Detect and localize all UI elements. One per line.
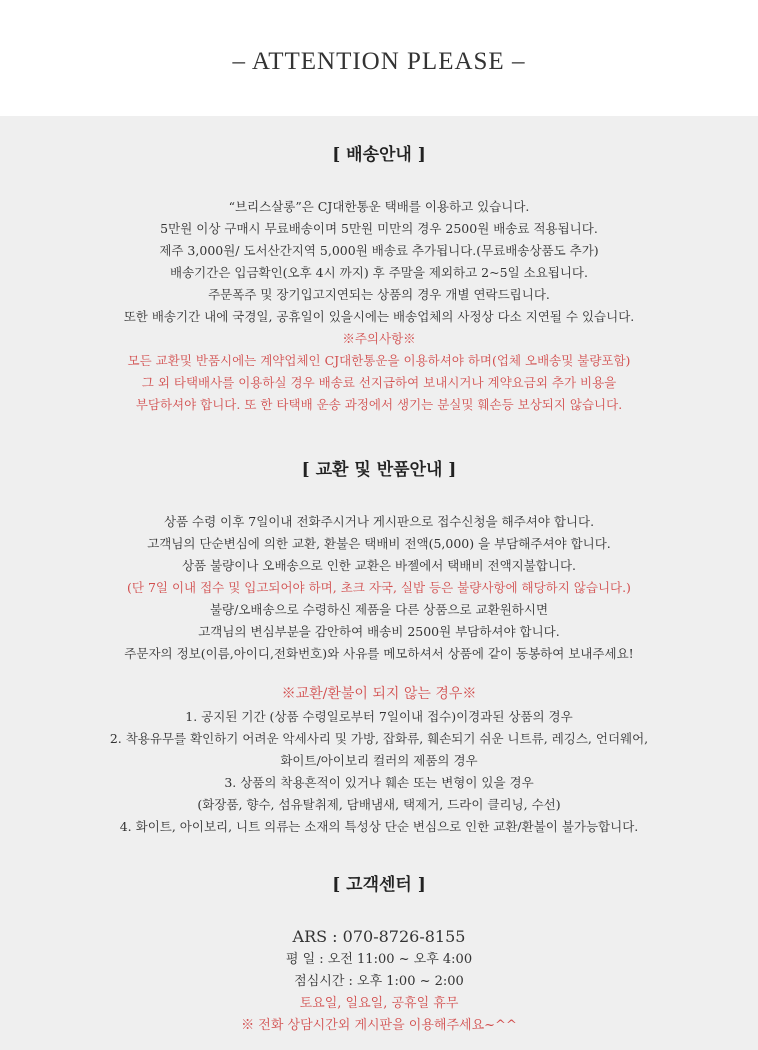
- shipping-line: 제주 3,000원/ 도서산간지역 5,000원 배송료 추가됩니다.(무료배송상품도 추가): [159, 243, 599, 258]
- shipping-line: 또한 배송기간 내에 국경일, 공휴일이 있을시에는 배송업체의 사정상 다소 지연될 수 있습니다.: [123, 309, 635, 324]
- caution-line: 그 외 타택배사를 이용하실 경우 배송료 선지급하여 보내시거나 계약요금외 추가 비용을: [141, 375, 617, 390]
- board-notice: ※ 전화 상담시간외 게시판을 이용해주세요~^^: [241, 1018, 517, 1033]
- lunch-hours: 점심시간 : 오후 1:00 ~ 2:00: [294, 974, 464, 989]
- no-exchange-line: 1. 공지된 기간 (상품 수령일로부터 7일이내 접수)이경과된 상품의 경우: [185, 709, 573, 724]
- no-exchange-line: 3. 상품의 착용흔적이 있거나 훼손 또는 변형이 있을 경우: [224, 775, 534, 790]
- shipping-line: 5만원 이상 구매시 무료배송이며 5만원 미만의 경우 2500원 배송료 적용됩니다.: [160, 221, 598, 236]
- shipping-section: [0, 140, 758, 416]
- exchange-line: 고객님의 단순변심에 의한 교환, 환불은 택배비 전액(5,000) 을 부담해주셔야 합니다.: [147, 536, 611, 551]
- exchange-title: [ 교환 및 반품안내 ]: [301, 460, 457, 480]
- contact-info: [0, 925, 758, 1037]
- page-header: [0, 0, 758, 116]
- shipping-title: [ 배송안내 ]: [332, 145, 426, 165]
- no-exchange-info: [0, 682, 758, 838]
- customer-center-title: [ 고객센터 ]: [332, 875, 426, 895]
- exchange-line: 주문자의 정보(이름,아이디,전화번호)와 사유를 메모하셔서 상품에 같이 동봉하여 보내주세요!: [124, 646, 634, 661]
- weekday-hours: 평 일 : 오전 11:00 ~ 오후 4:00: [285, 952, 473, 967]
- no-exchange-line: (화장품, 향수, 섬유탈취제, 담배냄새, 택제거, 드라이 클리닝, 수선): [197, 797, 561, 812]
- ars-phone: ARS : 070-8726-8155: [292, 927, 466, 946]
- shipping-line: 주문폭주 및 장기입고지연되는 상품의 경우 개별 연락드립니다.: [208, 287, 550, 302]
- exchange-line: 상품 수령 이후 7일이내 전화주시거나 게시판으로 접수신청을 해주셔야 합니다.: [163, 514, 595, 529]
- caution-line: 부담하셔야 합니다. 또 한 타택배 운송 과정에서 생기는 분실및 훼손등 보상되지 않습니다.: [135, 397, 623, 412]
- shipping-line: “브리스살롱”은 CJ대한통운 택배를 이용하고 있습니다.: [228, 199, 530, 214]
- customer-center-section: [0, 870, 758, 1037]
- exchange-info: [0, 511, 758, 665]
- caution-line: 모든 교환및 반품시에는 계약업체인 CJ대한통운을 이용하셔야 하며(업체 오배송및 불량포함): [127, 353, 631, 368]
- holiday-notice: 토요일, 일요일, 공휴일 휴무: [299, 996, 459, 1011]
- no-exchange-line: 화이트/아이보리 컬러의 제품의 경우: [280, 753, 478, 768]
- page-title: – ATTENTION PLEASE –: [232, 48, 526, 75]
- no-exchange-title: ※교환/환불이 되지 않는 경우※: [281, 686, 477, 702]
- exchange-line: 상품 불량이나 오배송으로 인한 교환은 바젤에서 택배비 전액지불합니다.: [181, 558, 577, 573]
- exchange-line: 불량/오배송으로 수령하신 제품을 다른 상품으로 교환원하시면: [209, 602, 549, 617]
- shipping-info: [0, 196, 758, 416]
- no-exchange-line: 2. 착용유무를 확인하기 어려운 악세사리 및 가방, 잡화류, 훼손되기 쉬운 니트류, 레깅스, 언더웨어,: [109, 731, 649, 746]
- exchange-section: [0, 455, 758, 838]
- shipping-line: 배송기간은 입금확인(오후 4시 까지) 후 주말을 제외하고 2~5일 소요됩니다.: [170, 265, 588, 280]
- exchange-line: 고객님의 변심부분을 감안하여 배송비 2500원 부담하셔야 합니다.: [198, 624, 560, 639]
- exchange-line-warning: (단 7일 이내 접수 및 입고되어야 하며, 초크 자국, 실밥 등은 불량사항에 해당하지 않습니다.): [127, 580, 631, 595]
- no-exchange-line: 4. 화이트, 아이보리, 니트 의류는 소재의 특성상 단순 변심으로 인한 교환/환불이 불가능합니다.: [119, 819, 639, 834]
- caution-title: ※주의사항※: [342, 331, 416, 346]
